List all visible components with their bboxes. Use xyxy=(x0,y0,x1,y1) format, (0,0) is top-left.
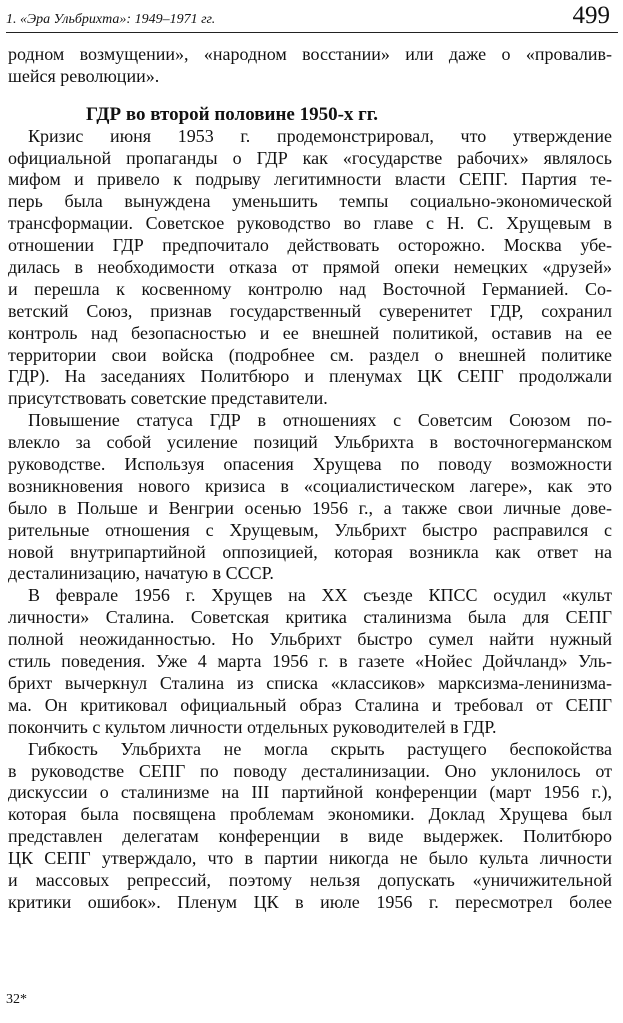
paragraph-line: отношении ГДР предпочитало действовать осторожно. Москва убе- xyxy=(8,235,612,256)
page-number: 499 xyxy=(572,2,610,29)
paragraph-line: Кризис июня 1953 г. продемонстрировал, что утверждение xyxy=(28,125,612,146)
paragraph-line: критики ошибок». Пленум ЦК в июле 1956 г. пересмотрел более xyxy=(8,891,612,912)
paragraph-line: трансформации. Советское руководство во главе с Н. С. Хрущевым в xyxy=(8,213,612,234)
paragraph-line: ЦК СЕПГ утверждало, что в партии никогда не было культа личности xyxy=(8,848,612,869)
paragraph-line: перь была вынуждена уменьшить темпы социально-экономической xyxy=(8,191,612,212)
paragraph-line: представлен делегатам конференции в виде выдержек. Политбюро xyxy=(8,826,612,847)
signature-mark: 32* xyxy=(6,992,27,1007)
paragraph-line: влекло за собой усиление позиций Ульбрихта в восточногерманском xyxy=(8,432,612,453)
paragraph-line: Гибкость Ульбрихта не могла скрыть растущего беспокойства xyxy=(28,738,612,759)
paragraph-line: ветский Союз, признав государственный суверенитет ГДР, сохранил xyxy=(8,300,612,321)
section-title: ГДР во второй половине 1950-х гг. xyxy=(86,103,379,125)
paragraph-line: мифом и привело к подрыву легитимности власти СЕПГ. Партия те- xyxy=(8,169,612,190)
paragraph-line: ма. Он критиковал официальный образ Сталина и требовал от СЕПГ xyxy=(8,694,612,715)
paragraph-line: присутствовать советские представители. xyxy=(8,388,328,409)
running-head xyxy=(6,2,618,32)
running-title: 1. «Эра Ульбрихта»: 1949–1971 гг. xyxy=(6,12,216,27)
paragraph-line: десталинизацию, начатую в СССР. xyxy=(8,563,274,584)
page-body xyxy=(8,44,612,914)
paragraph-line: Повышение статуса ГДР в отношениях с Советсим Союзом по- xyxy=(28,410,612,431)
paragraph-line: в руководстве СЕПГ по поводу десталинизации. Оно уклонилось от xyxy=(8,760,612,781)
intro-line: шейся революции». xyxy=(8,65,160,86)
paragraph-line: полной неожиданностью. Но Ульбрихт быстро сумел найти нужный xyxy=(8,629,612,650)
paragraph-line: новой внутрипартийной оппозицией, которая возникла как ответ на xyxy=(8,541,612,562)
paragraph-line: и массовых репрессий, поэтому нельзя допускать «уничижительной xyxy=(8,869,612,890)
paragraph-line: стиль поведения. Уже 4 марта 1956 г. в газете «Нойес Дойчланд» Уль- xyxy=(8,651,612,672)
paragraph-line: ГДР). На заседаниях Политбюро и пленумах ЦК СЕПГ продолжали xyxy=(8,366,612,387)
header-rule xyxy=(6,32,618,33)
paragraph-line: и перешла к косвенному контролю над Восточной Германией. Со- xyxy=(8,278,612,299)
paragraph-line: руководстве. Используя опасения Хрущева по поводу возможности xyxy=(8,454,612,475)
paragraph-line: контроль над безопасностью и ее внешней политикой, оставив на ее xyxy=(8,322,612,343)
spacer xyxy=(8,88,612,104)
intro-line: родном возмущении», «народном восстании» или даже о «провалив- xyxy=(8,44,612,64)
paragraph-line: брихт вычеркнул Сталина из списка «классиков» марксизма-ленинизма- xyxy=(8,672,612,693)
paragraph-line: было в Польше и Венгрии осенью 1956 г., а также свои личные дове- xyxy=(8,497,612,518)
paragraph-line: покончить с культом личности отдельных руководителей в ГДР. xyxy=(8,716,497,737)
paragraph-line: личности» Сталина. Советская критика сталинизма была для СЕПГ xyxy=(8,607,612,628)
paragraph-line: дискуссии о сталинизме на III партийной конференции (март 1956 г.), xyxy=(8,782,612,803)
paragraph-line: официальной пропаганды о ГДР как «государстве рабочих» являлось xyxy=(8,147,612,168)
paragraph-line: В феврале 1956 г. Хрущев на XX съезде КПСС осудил «культ xyxy=(28,585,612,606)
paragraph-line: возникновения нового кризиса в «социалистическом лагере», как это xyxy=(8,475,612,496)
paragraph-line: территории свои войска (подробнее см. раздел о внешней политике xyxy=(8,344,612,365)
paragraph-line: которая была посвящена проблемам экономики. Доклад Хрущева был xyxy=(8,804,612,825)
paragraph-line: рительные отношения с Хрущевым, Ульбрихт быстро расправился с xyxy=(8,519,612,540)
paragraph-line: дилась в необходимости отказа от прямой опеки немецких «друзей» xyxy=(8,257,612,278)
